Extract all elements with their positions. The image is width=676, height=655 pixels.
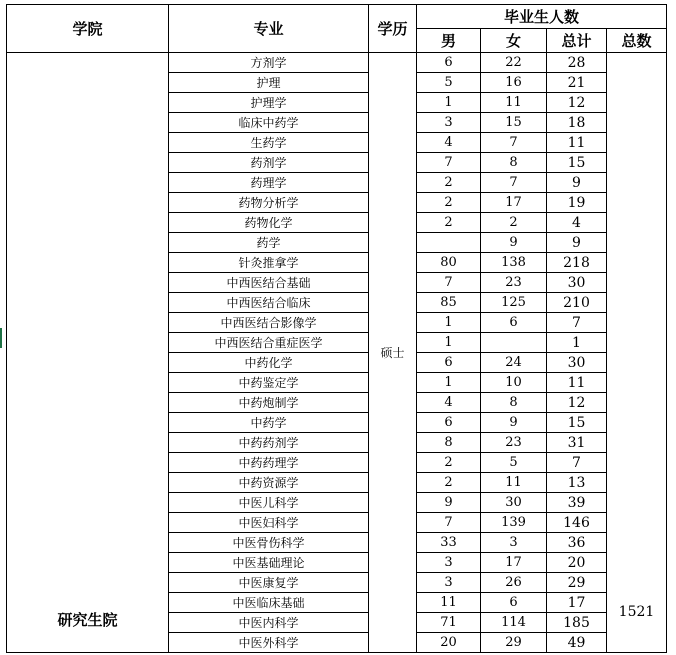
total-count-cell[interactable]: 21 — [547, 73, 607, 93]
male-count-cell[interactable]: 11 — [417, 593, 481, 613]
major-cell[interactable]: 针灸推拿学 — [169, 253, 369, 273]
header-major: 专业 — [169, 5, 369, 53]
female-count-cell[interactable]: 29 — [481, 633, 547, 653]
male-count-cell[interactable]: 85 — [417, 293, 481, 313]
college-cell[interactable]: 研究生院 — [7, 53, 169, 653]
female-count-cell[interactable]: 23 — [481, 273, 547, 293]
male-count-cell[interactable]: 2 — [417, 193, 481, 213]
total-count-cell[interactable]: 185 — [547, 613, 607, 633]
male-count-cell[interactable]: 8 — [417, 433, 481, 453]
major-cell[interactable]: 中医儿科学 — [169, 493, 369, 513]
major-cell[interactable]: 中西医结合基础 — [169, 273, 369, 293]
female-count-cell[interactable]: 8 — [481, 153, 547, 173]
total-count-cell[interactable]: 12 — [547, 93, 607, 113]
total-count-cell[interactable]: 210 — [547, 293, 607, 313]
degree-cell[interactable]: 硕士 — [369, 53, 417, 653]
total-count-cell[interactable]: 11 — [547, 133, 607, 153]
male-count-cell[interactable] — [417, 233, 481, 253]
total-count-cell[interactable]: 20 — [547, 553, 607, 573]
major-cell[interactable]: 中药炮制学 — [169, 393, 369, 413]
major-cell[interactable]: 药学 — [169, 233, 369, 253]
total-count-cell[interactable]: 18 — [547, 113, 607, 133]
male-count-cell[interactable]: 1 — [417, 313, 481, 333]
total-count-cell[interactable]: 9 — [547, 233, 607, 253]
total-count-cell[interactable]: 146 — [547, 513, 607, 533]
male-count-cell[interactable]: 6 — [417, 413, 481, 433]
major-cell[interactable]: 临床中药学 — [169, 113, 369, 133]
major-cell[interactable]: 中药资源学 — [169, 473, 369, 493]
major-cell[interactable]: 中药化学 — [169, 353, 369, 373]
major-cell[interactable]: 中医内科学 — [169, 613, 369, 633]
major-cell[interactable]: 中药药理学 — [169, 453, 369, 473]
major-cell[interactable]: 中医临床基础 — [169, 593, 369, 613]
header-degree: 学历 — [369, 5, 417, 53]
female-count-cell[interactable]: 114 — [481, 613, 547, 633]
major-cell[interactable]: 中药学 — [169, 413, 369, 433]
female-count-cell[interactable]: 7 — [481, 173, 547, 193]
major-cell[interactable]: 方剂学 — [169, 53, 369, 73]
grand-total-cell[interactable]: 1521 — [607, 53, 667, 653]
total-count-cell[interactable]: 1 — [547, 333, 607, 353]
major-cell[interactable]: 中医妇科学 — [169, 513, 369, 533]
female-count-cell[interactable]: 26 — [481, 573, 547, 593]
female-count-cell[interactable]: 22 — [481, 53, 547, 73]
male-count-cell[interactable]: 20 — [417, 633, 481, 653]
major-cell[interactable]: 药物分析学 — [169, 193, 369, 213]
total-count-cell[interactable]: 15 — [547, 153, 607, 173]
male-count-cell[interactable]: 1 — [417, 333, 481, 353]
major-cell[interactable]: 中医康复学 — [169, 573, 369, 593]
male-count-cell[interactable]: 7 — [417, 273, 481, 293]
male-count-cell[interactable]: 2 — [417, 173, 481, 193]
major-cell[interactable]: 护理 — [169, 73, 369, 93]
total-count-cell[interactable]: 19 — [547, 193, 607, 213]
major-cell[interactable]: 生药学 — [169, 133, 369, 153]
female-count-cell[interactable]: 3 — [481, 533, 547, 553]
header-female: 女 — [481, 29, 547, 53]
female-count-cell[interactable]: 7 — [481, 133, 547, 153]
major-cell[interactable]: 护理学 — [169, 93, 369, 113]
total-count-cell[interactable]: 39 — [547, 493, 607, 513]
male-count-cell[interactable]: 6 — [417, 353, 481, 373]
male-count-cell[interactable]: 4 — [417, 393, 481, 413]
male-count-cell[interactable]: 71 — [417, 613, 481, 633]
header-male: 男 — [417, 29, 481, 53]
total-count-cell[interactable]: 28 — [547, 53, 607, 73]
total-count-cell[interactable]: 49 — [547, 633, 607, 653]
total-count-cell[interactable]: 30 — [547, 273, 607, 293]
female-count-cell[interactable]: 5 — [481, 453, 547, 473]
female-count-cell[interactable]: 9 — [481, 233, 547, 253]
major-cell[interactable]: 中医骨伤科学 — [169, 533, 369, 553]
total-count-cell[interactable]: 30 — [547, 353, 607, 373]
graduates-table — [6, 4, 667, 653]
active-cell-indicator — [0, 328, 2, 348]
total-count-cell[interactable]: 9 — [547, 173, 607, 193]
male-count-cell[interactable]: 1 — [417, 93, 481, 113]
table-row — [7, 53, 667, 73]
female-count-cell[interactable]: 125 — [481, 293, 547, 313]
total-count-cell[interactable]: 12 — [547, 393, 607, 413]
male-count-cell[interactable]: 7 — [417, 513, 481, 533]
major-cell[interactable]: 中医外科学 — [169, 633, 369, 653]
male-count-cell[interactable]: 2 — [417, 453, 481, 473]
male-count-cell[interactable]: 2 — [417, 213, 481, 233]
major-cell[interactable]: 中医基础理论 — [169, 553, 369, 573]
total-count-cell[interactable]: 15 — [547, 413, 607, 433]
major-cell[interactable]: 中药鉴定学 — [169, 373, 369, 393]
total-count-cell[interactable]: 4 — [547, 213, 607, 233]
female-count-cell[interactable]: 2 — [481, 213, 547, 233]
female-count-cell[interactable]: 9 — [481, 413, 547, 433]
major-cell[interactable]: 中药药剂学 — [169, 433, 369, 453]
male-count-cell[interactable]: 3 — [417, 573, 481, 593]
total-count-cell[interactable]: 11 — [547, 373, 607, 393]
female-count-cell[interactable]: 138 — [481, 253, 547, 273]
female-count-cell[interactable]: 17 — [481, 553, 547, 573]
major-cell[interactable]: 药物化学 — [169, 213, 369, 233]
male-count-cell[interactable]: 2 — [417, 473, 481, 493]
major-cell[interactable]: 药理学 — [169, 173, 369, 193]
female-count-cell[interactable]: 15 — [481, 113, 547, 133]
major-cell[interactable]: 中西医结合临床 — [169, 293, 369, 313]
major-cell[interactable]: 中西医结合影像学 — [169, 313, 369, 333]
total-count-cell[interactable]: 17 — [547, 593, 607, 613]
total-count-cell[interactable]: 7 — [547, 313, 607, 333]
total-count-cell[interactable]: 218 — [547, 253, 607, 273]
header-grand-total: 总数 — [607, 29, 667, 53]
major-cell[interactable]: 药剂学 — [169, 153, 369, 173]
female-count-cell[interactable]: 6 — [481, 313, 547, 333]
total-count-cell[interactable]: 7 — [547, 453, 607, 473]
male-count-cell[interactable]: 9 — [417, 493, 481, 513]
male-count-cell[interactable]: 80 — [417, 253, 481, 273]
major-cell[interactable]: 中西医结合重症医学 — [169, 333, 369, 353]
female-count-cell[interactable] — [481, 333, 547, 353]
male-count-cell[interactable]: 3 — [417, 553, 481, 573]
male-count-cell[interactable]: 7 — [417, 153, 481, 173]
female-count-cell[interactable]: 17 — [481, 193, 547, 213]
male-count-cell[interactable]: 5 — [417, 73, 481, 93]
total-count-cell[interactable]: 31 — [547, 433, 607, 453]
male-count-cell[interactable]: 4 — [417, 133, 481, 153]
male-count-cell[interactable]: 1 — [417, 373, 481, 393]
male-count-cell[interactable]: 33 — [417, 533, 481, 553]
total-count-cell[interactable]: 36 — [547, 533, 607, 553]
male-count-cell[interactable]: 3 — [417, 113, 481, 133]
female-count-cell[interactable]: 11 — [481, 93, 547, 113]
male-count-cell[interactable]: 6 — [417, 53, 481, 73]
female-count-cell[interactable]: 23 — [481, 433, 547, 453]
total-count-cell[interactable]: 29 — [547, 573, 607, 593]
female-count-cell[interactable]: 11 — [481, 473, 547, 493]
female-count-cell[interactable]: 139 — [481, 513, 547, 533]
female-count-cell[interactable]: 30 — [481, 493, 547, 513]
header-total: 总计 — [547, 29, 607, 53]
female-count-cell[interactable]: 6 — [481, 593, 547, 613]
header-graduates: 毕业生人数 — [417, 5, 667, 29]
female-count-cell[interactable]: 16 — [481, 73, 547, 93]
female-count-cell[interactable]: 10 — [481, 373, 547, 393]
female-count-cell[interactable]: 24 — [481, 353, 547, 373]
header-college: 学院 — [7, 5, 169, 53]
female-count-cell[interactable]: 8 — [481, 393, 547, 413]
total-count-cell[interactable]: 13 — [547, 473, 607, 493]
